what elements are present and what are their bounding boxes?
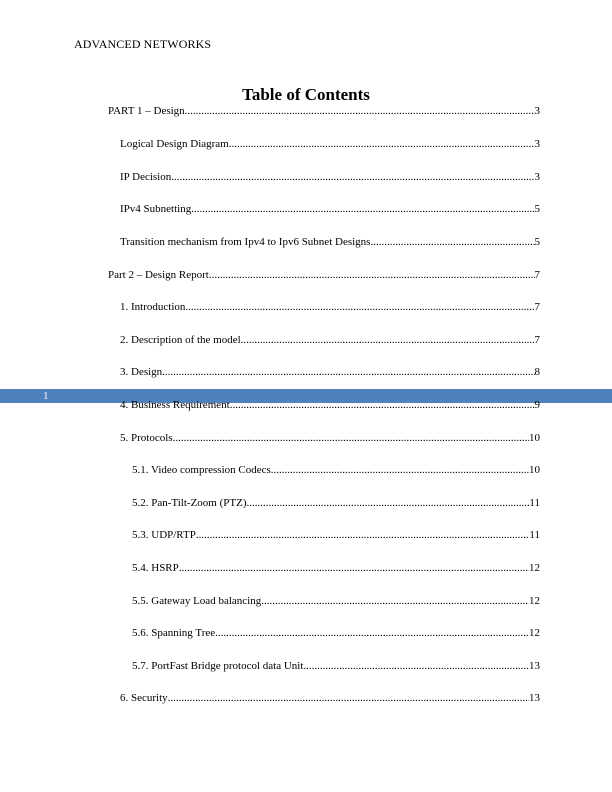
toc-entry-page: 3 [534,138,540,150]
toc-title: Table of Contents [242,85,370,104]
toc-entry-label: PART 1 – Design [108,105,185,117]
toc-leader-dots [171,170,534,184]
toc-entry-label: 5.4. HSRP [132,562,179,574]
toc-entry-page: 5 [534,236,540,248]
toc-leader-dots [261,594,529,608]
toc-entry[interactable] [120,202,540,216]
toc-entry[interactable] [108,104,540,118]
toc-entry-page: 7 [534,301,540,313]
toc-entry-label: 5.5. Gateway Load balancing [132,595,262,607]
toc-entry-page: 5 [534,203,540,215]
toc-entry[interactable] [120,365,540,379]
toc-entry-page: 11 [529,497,540,509]
toc-leader-dots [162,365,534,379]
toc-leader-dots [196,528,530,542]
toc-entry-page: 10 [529,464,540,476]
toc-entry-label: 3. Design [120,366,163,378]
toc-leader-dots [185,300,534,314]
toc-entry[interactable] [120,333,540,347]
toc-entry-label: 6. Security [120,692,168,704]
toc-entry-label: 5.6. Spanning Tree [132,627,216,639]
toc-entry-label: 1. Introduction [120,301,186,313]
toc-entry[interactable] [132,594,540,608]
toc-entry-label: 5.1. Video compression Codecs [132,464,271,476]
toc-entry-label: Logical Design Diagram [120,138,229,150]
running-header: ADVANCED NETWORKS [74,37,212,51]
toc-entry-label: 5.2. Pan-Tilt-Zoom (PTZ) [132,497,247,509]
toc-entry[interactable] [120,691,540,705]
toc-entry-label: IP Decision [120,171,172,183]
toc-entry-label: 4. Business Requirement [120,399,230,411]
toc-entry-page: 13 [529,660,540,672]
toc-entry-label: 2. Description of the model [120,334,241,346]
toc-leader-dots [241,333,535,347]
toc-entry[interactable] [120,431,540,445]
toc-entry-page: 3 [534,105,540,117]
toc-leader-dots [179,561,529,575]
toc-entry-label: IPv4 Subnetting [120,203,192,215]
toc-leader-dots [173,431,529,445]
toc-entry[interactable] [132,626,540,640]
toc-entry[interactable] [120,398,540,412]
toc-entry-page: 12 [529,562,540,574]
toc-leader-dots [215,626,529,640]
toc-entry[interactable] [132,463,540,477]
toc-leader-dots [209,268,535,282]
toc-entry-label: 5.3. UDP/RTP [132,529,196,541]
toc-leader-dots [247,496,530,510]
toc-leader-dots [303,659,529,673]
toc-entry[interactable] [120,235,540,249]
toc-entry[interactable] [132,496,540,510]
toc-entry-page: 7 [534,269,540,281]
toc-leader-dots [370,235,534,249]
toc-entry-page: 7 [534,334,540,346]
toc-entry-page: 11 [529,529,540,541]
toc-entry[interactable] [108,268,540,282]
toc-entry[interactable] [132,561,540,575]
toc-entry-label: 5.7. PortFast Bridge protocol data Unit [132,660,304,672]
toc-entry-page: 12 [529,595,540,607]
toc-entry[interactable] [120,170,540,184]
toc-entry[interactable] [132,659,540,673]
page-number: 1 [43,390,49,402]
toc-leader-dots [191,202,534,216]
toc-entry-page: 13 [529,692,540,704]
toc-leader-dots [229,137,535,151]
toc-entry-label: Transition mechanism from Ipv4 to Ipv6 Subnet Designs [120,236,371,248]
toc-entry-page: 10 [529,432,540,444]
toc-entry-label: 5. Protocols [120,432,173,444]
toc-leader-dots [271,463,529,477]
toc-entry-page: 12 [529,627,540,639]
toc-leader-dots [185,104,535,118]
toc-entry-page: 9 [534,399,540,411]
toc-entry-label: Part 2 – Design Report [108,269,209,281]
toc-entry-page: 3 [534,171,540,183]
toc-leader-dots [168,691,529,705]
toc-entry-page: 8 [534,366,540,378]
toc-leader-dots [230,398,535,412]
toc-entry[interactable] [120,137,540,151]
toc-entry[interactable] [132,528,540,542]
toc-entry[interactable] [120,300,540,314]
